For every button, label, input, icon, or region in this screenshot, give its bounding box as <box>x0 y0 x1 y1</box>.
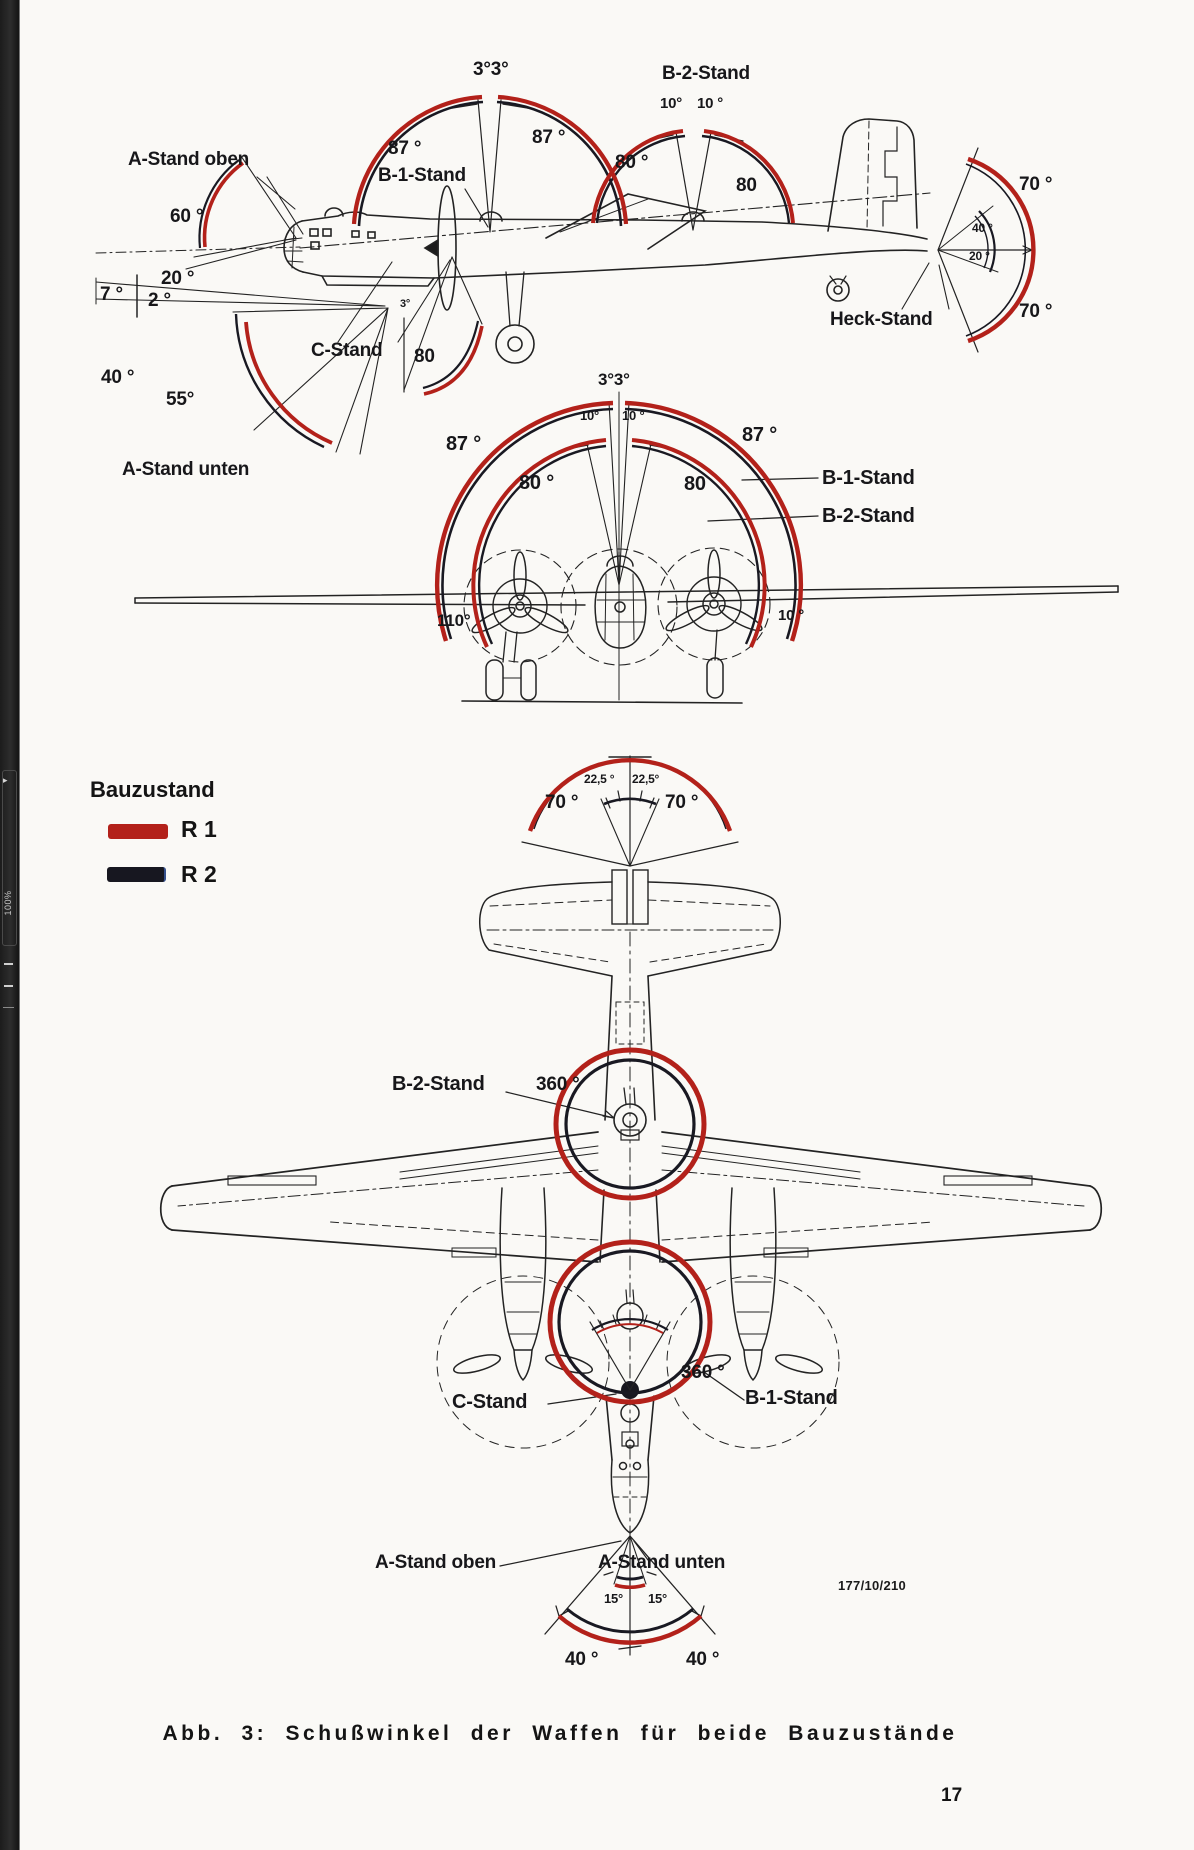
tv-tail-inner-left: 22,5 ° <box>584 772 615 786</box>
fv-b1-right-angle: 87 ° <box>742 424 778 446</box>
tv-nose-inner-right: 15° <box>648 1591 668 1606</box>
sv-b1-stand-label: B-1-Stand <box>378 165 466 186</box>
fv-b1-stand-label: B-1-Stand <box>822 467 915 489</box>
sv-a7-angle: 7 ° <box>100 284 123 305</box>
fv-b2-left-angle: 80 ° <box>519 472 555 494</box>
fv-wing-left-angle: 110° <box>437 611 471 630</box>
tv-c-stand-label: C-Stand <box>452 1391 528 1413</box>
figure-caption: Abb. 3: Schußwinkel der Waffen für beide Bauzustände <box>162 1722 958 1745</box>
legend-title: Bauzustand <box>90 777 215 802</box>
tv-tail-left-angle: 70 ° <box>545 792 579 813</box>
sv-heck-lower-angle: 70 ° <box>1019 301 1053 322</box>
strip-handle-dash[interactable] <box>4 963 13 965</box>
fv-b2-right-angle: 80 <box>684 473 706 495</box>
sv-b2-gap-left: 10° <box>660 95 683 112</box>
sv-b2-left-angle: 80 ° <box>615 152 649 173</box>
sv-a20-angle: 20 ° <box>161 268 195 289</box>
sv-c80-angle: 80 <box>414 346 435 367</box>
viewer-sidebar-strip[interactable] <box>0 0 20 1850</box>
tv-tail-inner-right: 22,5° <box>632 772 660 786</box>
sv-nose3-angle: 3° <box>400 298 411 310</box>
sv-top-gap-angle: 3°3° <box>473 59 509 80</box>
tv-a-oben-label: A-Stand oben <box>375 1552 497 1573</box>
fv-gap10-right: 10 ° <box>622 408 645 423</box>
tv-nose-inner-left: 15° <box>604 1591 624 1606</box>
tv-b1-360-angle: 360 ° <box>681 1362 725 1383</box>
fv-b1-left-angle: 87 ° <box>446 433 482 455</box>
fv-gap10-left: 10° <box>580 408 600 423</box>
sv-b2-gap-right: 10 ° <box>697 95 724 112</box>
figure-reference-number: 177/10/210 <box>838 1578 907 1593</box>
sv-b1-right-angle: 87 ° <box>532 127 566 148</box>
tv-b2-360-angle: 360 ° <box>536 1074 580 1095</box>
fv-b2-stand-label: B-2-Stand <box>822 505 915 527</box>
sv-a40-angle: 40 ° <box>101 367 135 388</box>
collapse-arrow-icon[interactable]: ▸ <box>3 775 8 785</box>
sv-heck-40-angle: 40 ° <box>972 221 993 235</box>
sv-c-stand-label: C-Stand <box>311 340 383 361</box>
sv-b1-left-angle: 87 ° <box>388 138 422 159</box>
sv-a-oben-label: A-Stand oben <box>128 149 250 170</box>
tv-a-unten-label: A-Stand unten <box>598 1552 726 1573</box>
tv-tail-right-angle: 70 ° <box>665 792 699 813</box>
strip-handle-dash[interactable] <box>4 985 13 987</box>
tv-b2-stand-label: B-2-Stand <box>392 1073 485 1095</box>
sv-heck-20-angle: 20 ° <box>969 249 990 263</box>
sv-a2-angle: 2 ° <box>148 290 171 311</box>
strip-divider <box>3 1007 14 1008</box>
tv-b1-stand-label: B-1-Stand <box>745 1387 838 1409</box>
sv-b2-stand-label: B-2-Stand <box>662 63 750 84</box>
tv-nose-left-angle: 40 ° <box>565 1649 599 1670</box>
legend-r1-label: R 1 <box>181 816 217 842</box>
sv-a55-angle: 55° <box>166 389 195 410</box>
fv-wing-right-angle: 10 ° <box>778 607 805 624</box>
sv-a60-angle: 60 ° <box>170 206 204 227</box>
sv-b2-right-angle: 80 <box>736 175 757 196</box>
page-number: 17 <box>941 1785 963 1806</box>
fv-top-gap-angle: 3°3° <box>598 370 630 389</box>
sv-heck-stand-label: Heck-Stand <box>830 309 933 330</box>
zoom-level-readout: 100% <box>3 890 13 916</box>
tv-nose-right-angle: 40 ° <box>686 1649 720 1670</box>
sv-heck-upper-angle: 70 ° <box>1019 174 1053 195</box>
sv-a-unten-label: A-Stand unten <box>122 459 250 480</box>
legend-r2-label: R 2 <box>181 861 217 887</box>
